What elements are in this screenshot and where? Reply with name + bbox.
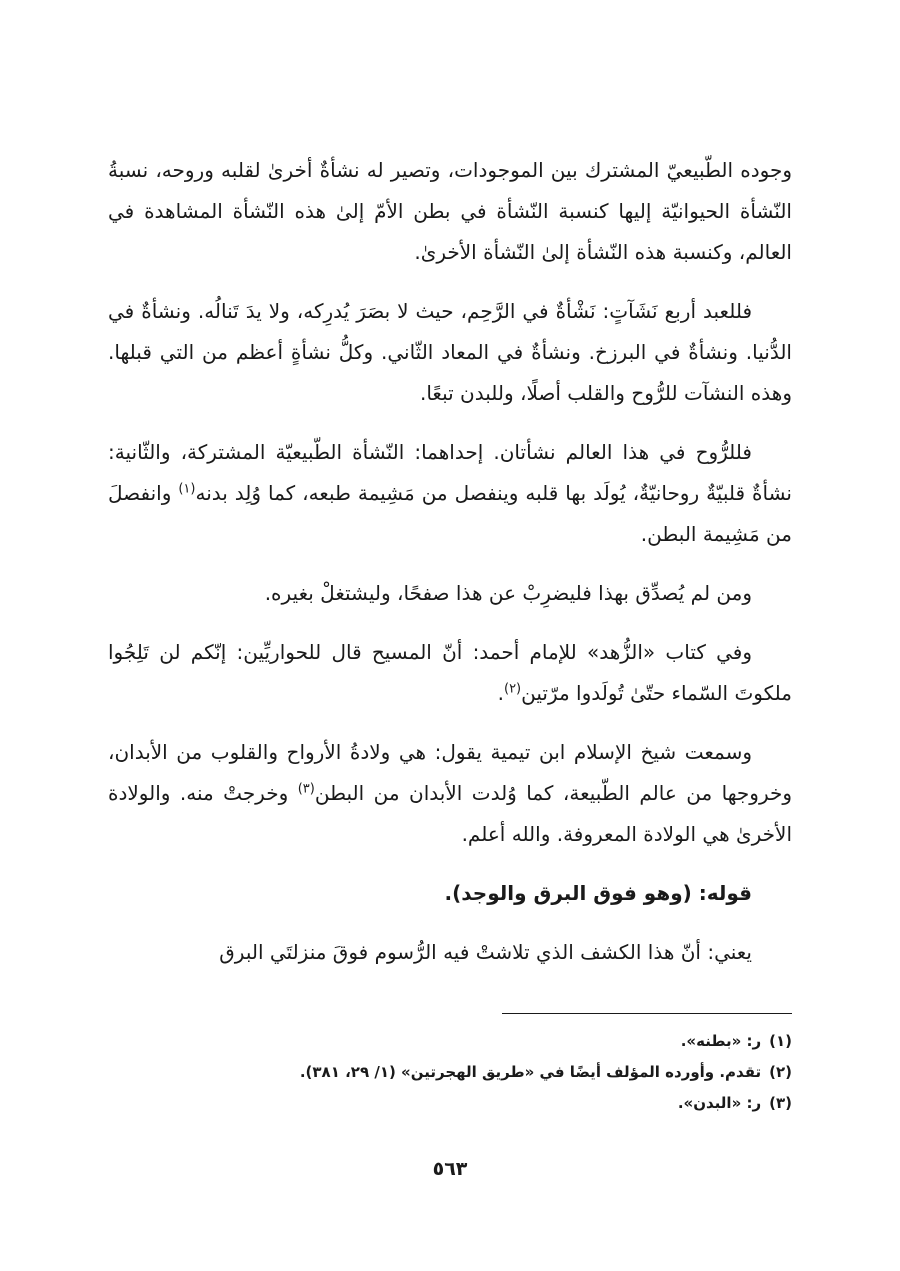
footnote-1: [108, 1026, 792, 1057]
page-body: [108, 150, 792, 991]
paragraph-3: [108, 432, 792, 555]
footnote-text: ر: «بطنه».: [680, 1032, 762, 1050]
paragraph-text: وجوده الطّبيعيّ المشترك بين الموجودات، وتصير له نشأةٌ أخرىٰ لقلبه وروحه، نسبةُ النّشأة الحيوانيّة إليها كنسبة النّشأة في بطن الأمّ إلىٰ هذه النّشأة المشاهدة في العالم، وكنسبة هذه النّشأة إلىٰ النّشأة الأخرىٰ.: [108, 158, 792, 264]
paragraph-6: [108, 732, 792, 855]
paragraph-text-continued: وخرجتْ منه. والولادة الأخرىٰ هي الولادة المعروفة. والله أعلم.: [108, 781, 792, 846]
paragraph-text: يعني: أنّ هذا الكشف الذي تلاشتْ فيه الرُّسوم فوقَ منزلتَي البرق: [219, 940, 752, 964]
paragraph-8: [108, 932, 792, 973]
paragraph-text: وسمعت شيخ الإسلام ابن تيمية يقول: هي ولادةُ الأرواح والقلوب من الأبدان، وخروجها من عالم الطّبيعة، كما وُلدت الأبدان من البطن: [108, 740, 793, 805]
footnote-2: [108, 1057, 792, 1088]
footnote-number: (٢): [769, 1063, 792, 1081]
paragraph-1: [108, 150, 792, 273]
paragraph-text: فللعبد أربع نَشَآتٍ: نَشْأةٌ في الرَّحِم، حيث لا بصَرَ يُدرِكه، ولا يدَ تَنالُه. ونشأةٌ في الدُّنيا. ونشأةٌ في البرزخ. ونشأةٌ في المعاد الثّاني. وكلُّ نشأةٍ أعظم من التي قبلها. وهذه النشآت للرُّوح والقلب أصلًا، وللبدن تبعًا.: [108, 299, 792, 405]
footnotes: [108, 1026, 792, 1119]
footnote-3: [108, 1088, 792, 1119]
paragraph-text: ومن لم يُصدِّق بهذا فليضرِبْ عن هذا صفحًا، وليشتغلْ بغيره.: [264, 581, 752, 605]
footnote-ref-1[interactable]: (١): [178, 481, 196, 497]
footnote-ref-2[interactable]: (٢): [503, 681, 522, 697]
footnote-number: (٣): [769, 1094, 792, 1112]
quote-heading: [108, 873, 792, 914]
paragraph-5: [108, 632, 792, 714]
footnote-ref-3[interactable]: (٣): [297, 781, 315, 797]
paragraph-4: [108, 573, 792, 614]
page-number: ٥٦٣: [432, 1158, 468, 1180]
paragraph-text-continued: .: [497, 681, 504, 705]
footnote-divider: [502, 1013, 792, 1014]
paragraph-2: [108, 291, 792, 414]
footnote-number: (١): [769, 1032, 792, 1050]
footnote-text: ر: «البدن».: [677, 1094, 762, 1112]
paragraph-text: وفي كتاب «الزُّهد» للإمام أحمد: أنّ المسيح قال للحواريِّين: إنّكم لن تَلِجُوا ملكوتَ السّماء حتّىٰ تُولَدوا مرّتين: [108, 640, 792, 705]
paragraph-text-continued: وانفصلَ من مَشِيمة البطن.: [108, 481, 792, 546]
paragraph-text: فللرُّوح في هذا العالم نشأتان. إحداهما: النّشأة الطّبيعيّة المشتركة، والثّانية: نشأةٌ قلبيّةٌ روحانيّةٌ، يُولَد بها قلبه وينفصل من مَشِيمة طبعه، كما وُلِد بدنه: [108, 440, 792, 505]
quote-heading-text: قوله: (وهو فوق البرق والوجد).: [444, 881, 752, 905]
footnote-text: تقدم. وأورده المؤلف أيضًا في «طريق الهجرتين» (١/ ٢٩، ٣٨١).: [299, 1063, 762, 1081]
